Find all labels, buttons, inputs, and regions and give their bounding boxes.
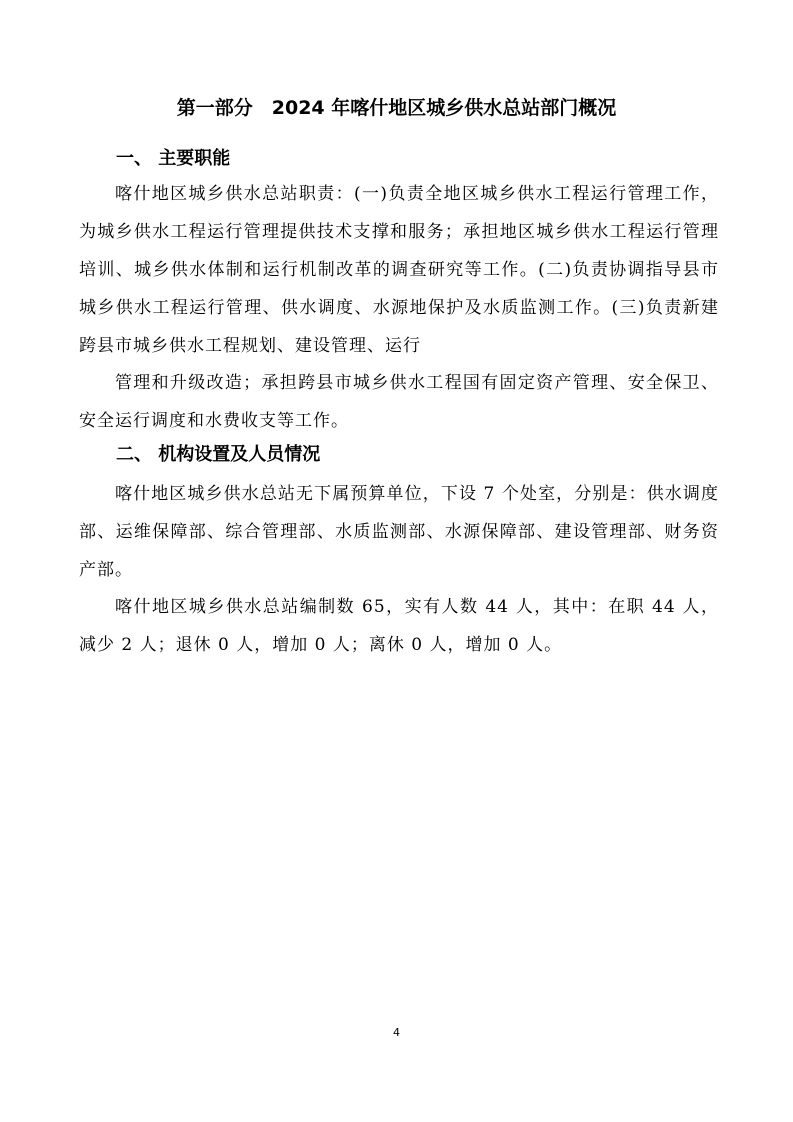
paragraph-functions-2: 管理和升级改造；承担跨县市城乡供水工程国有固定资产管理、安全保卫、安全运行调度和水费收支等工作。: [79, 373, 719, 431]
section-heading-functions: 一、 主要职能: [116, 148, 231, 169]
page-number: 4: [393, 1026, 400, 1039]
paragraph-organization-2: 喀什地区城乡供水总站编制数 65，实有人数 44 人，其中：在职 44 人，减少 2 人；退休 0 人，增加 0 人；离休 0 人，增加 0 人。: [79, 597, 719, 655]
paragraph-organization-1: 喀什地区城乡供水总站无下属预算单位，下设 7 个处室，分别是：供水调度部、运维保障部、综合管理部、水质监测部、水源保障部、建设管理部、财务资产部。: [79, 484, 719, 580]
section-heading-organization: 二、 机构设置及人员情况: [116, 444, 321, 465]
paragraph-functions-1: 喀什地区城乡供水总站职责：(一)负责全地区城乡供水工程运行管理工作，为城乡供水工程运行管理提供技术支撑和服务；承担地区城乡供水工程运行管理培训、城乡供水体制和运行机制改革的调查研究等工作。(二)负责协调指导县市城乡供水工程运行管理、供水调度、水源地保护及水质监测工作。(三)负责新建跨县市城乡供水工程规划、建设管理、运行: [79, 184, 719, 356]
page-title: 第一部分 2024 年喀什地区城乡供水总站部门概况: [176, 97, 617, 119]
